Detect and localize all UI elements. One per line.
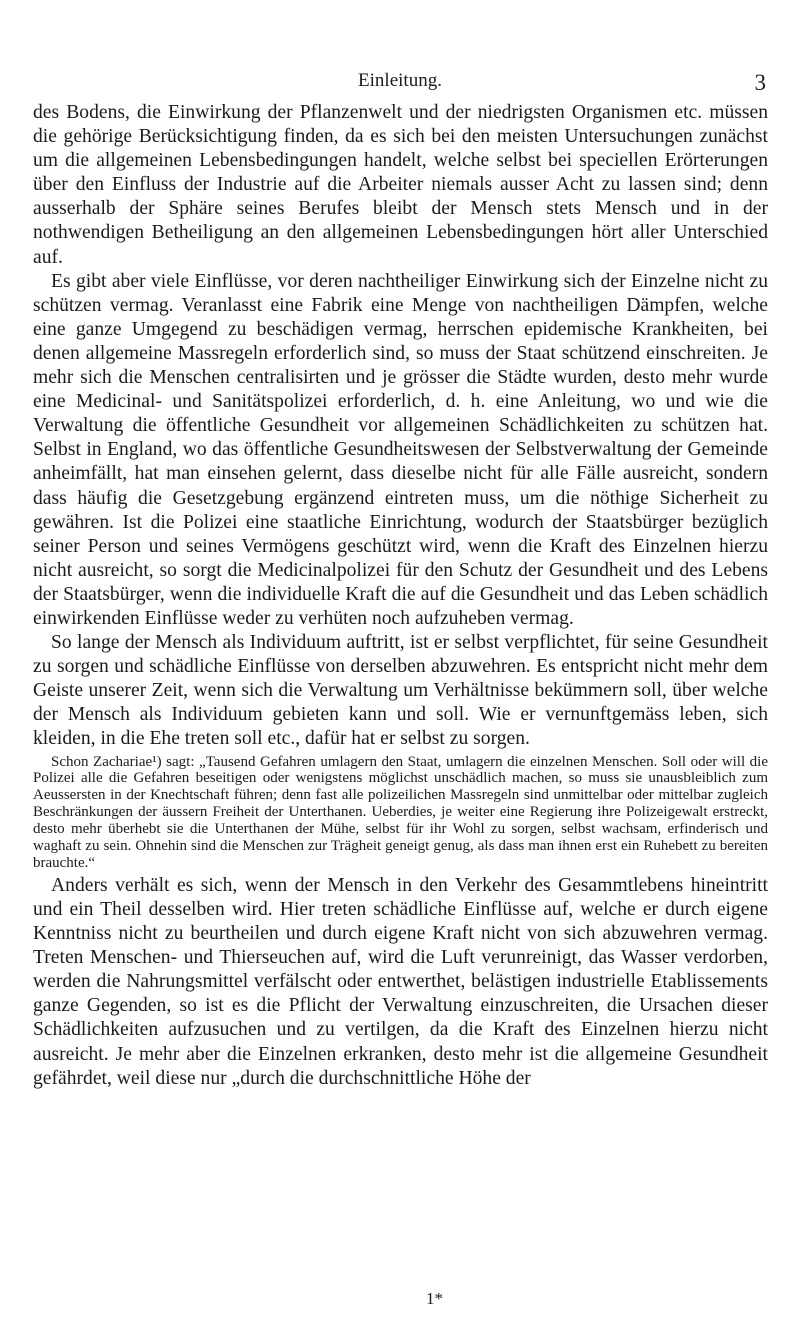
quotation-block: Schon Zachariae¹) sagt: „Tausend Gefahren umlagern den Staat, umlagern die einzelnen Menschen. Soll oder will die Polizei alle die Gefahren beseitigen oder wenigstens möglichst unschädlich machen, so muss sie unausbleiblich zum Aeussersten in der Knechtschaft führen; denn fast alle polizeilichen Massregeln sind unmittelbar oder mittelbar zugleich Beschränkungen der äussern Freiheit der Unterthanen. Ueberdies, je weiter eine Regierung ihre Polizeigewalt erstreckt, desto mehr überhebt sie die Unterthanen der Mühe, selbst für ihr Wohl zu sorgen, selbst wachsam, erfinderisch und waghaft zu sein. Ohnehin sind die Menschen zur Trägheit geneigt genug, als dass man ihnen erst ein Ruhebett zu bereiten brauchte.“ (33, 753, 768, 871)
running-head (0, 70, 800, 100)
paragraph: des Bodens, die Einwirkung der Pflanzenwelt und der niedrigsten Organismen etc. müssen die gehörige Berücksichtigung finden, da es sich bei den meisten Untersuchungen zunächst um die allgemeinen Lebensbedingungen handelt, welche selbst bei speciellen Erörterungen über den Einfluss der Industrie auf die Arbeiter niemals ausser Acht zu lassen sind; denn ausserhalb der Sphäre seines Berufes bleibt der Mensch stets Mensch und in der nothwendigen Betheiligung an den allgemeinen Lebensbedingungen hört aller Unterschied auf. (33, 102, 768, 268)
chapter-title: Einleitung. (358, 70, 442, 91)
paragraph: So lange der Mensch als Individuum auftritt, ist er selbst verpflichtet, für seine Gesundheit zu sorgen und schädliche Einflüsse von derselben abzuwehren. Es entspricht nicht mehr dem Geiste unserer Zeit, wenn sich die Verwaltung um Verhältnisse bekümmern soll, über welche der Mensch als Individuum gebieten kann und soll. Wie er vernunftgemäss leben, sich kleiden, in die Ehe treten soll etc., dafür hat er selbst zu sorgen. (33, 632, 768, 750)
paragraph: Es gibt aber viele Einflüsse, vor deren nachtheiliger Einwirkung sich der Einzelne nicht zu schützen vermag. Veranlasst eine Fabrik eine Menge von nachtheiligen Dämpfen, welche eine ganze Umgegend zu beschädigen vermag, herrschen epidemische Krankheiten, bei denen allgemeine Massregeln erforderlich sind, so muss der Staat schützend einschreiten. Je mehr sich die Menschen centralisirten und je grösser die Städte wurden, desto mehr wurde eine Medicinal- und Sanitätspolizei erforderlich, d. h. eine Anleitung, wo und wie die Verwaltung die öffentliche Gesundheit vor allgemeinen Schädlichkeiten zu schützen hat. Selbst in England, wo das öffentliche Gesundheitswesen der Selbstverwaltung der Gemeinde anheimfällt, hat man einsehen gelernt, dass dieselbe nicht für alle Fälle ausreicht, sondern dass häufig die Gesetzgebung ergänzend eintreten muss, um die nöthige Sicherheit zu gewähren. Ist die Polizei eine staatliche Einrichtung, wodurch der Staatsbürger bezüglich seiner Person und seines Vermögens geschützt wird, wenn die Kraft des Einzelnen hierzu nicht ausreicht, so sorgt die Medicinalpolizei für den Schutz der Gesundheit und des Lebens der Staatsbürger, wenn die individuelle Kraft die auf die Gesundheit und das Leben schädlich einwirkenden Einflüsse weder zu verhüten noch aufzuheben vermag. (33, 270, 768, 629)
body-text (33, 101, 768, 1091)
signature-mark: 1* (426, 1289, 443, 1308)
paragraph: Anders verhält es sich, wenn der Mensch in den Verkehr des Gesammtlebens hineintritt und ein Theil desselben wird. Hier treten schädliche Einflüsse auf, welche er durch eigene Kenntniss nicht zu beurtheilen und durch eigene Kraft nicht von sich abzuwehren vermag. Treten Menschen- und Thierseuchen auf, wird die Luft verunreinigt, das Wasser verdorben, werden die Nahrungsmittel verfälscht oder entwerthet, belästigen industrielle Etablissements ganze Gegenden, so ist es die Pflicht der Verwaltung einzuschreiten, die Ursachen dieser Schädlichkeiten aufzusuchen und zu vertilgen, da die Kraft des Einzelnen hierzu nicht ausreicht. Je mehr aber die Einzelnen erkranken, desto mehr ist die allgemeine Gesundheit gefährdet, weil diese nur „durch die durchschnittliche Höhe der (33, 874, 768, 1089)
page-number: 3 (754, 70, 766, 95)
